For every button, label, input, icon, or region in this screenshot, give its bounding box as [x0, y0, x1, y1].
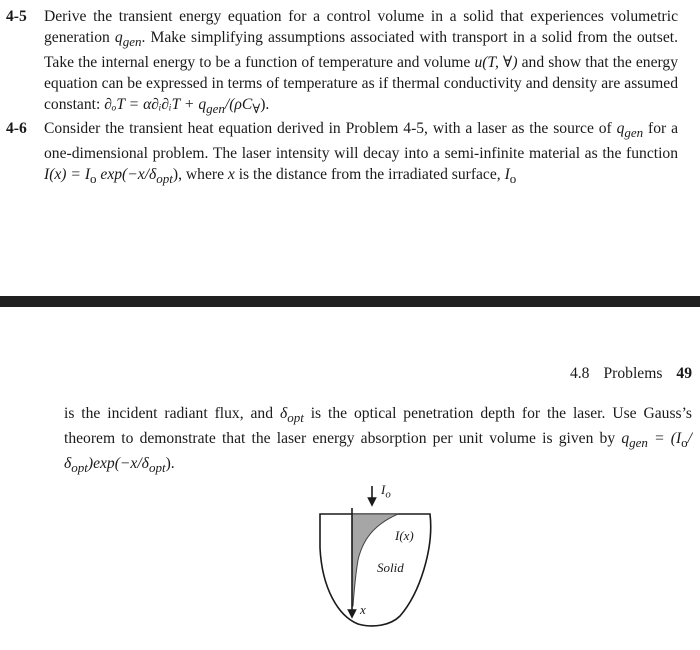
text-segment: is the optical penetration depth for the laser. Use Gauss’s theorem to demonstrate that the laser energy absorption per unit volume is given by: [64, 405, 692, 448]
page-number: 49: [676, 365, 692, 382]
qgen-symbol: q: [114, 29, 123, 46]
intensity-label: I(x): [395, 528, 414, 543]
qgen-symbol: q: [616, 120, 625, 137]
solid-figure: [300, 478, 460, 638]
qgen-subscript: gen: [122, 34, 142, 50]
energy-equation: ∂ₒT = α∂ᵢ∂ᵢT + $q_{gen}/(\rho C_\forall)$.: [104, 96, 270, 117]
incident-flux-symbol: I: [504, 166, 510, 184]
text-segment: Consider the transient heat equation derived in Problem 4-5, with a laser as the source of: [44, 120, 617, 137]
intensity-function: $I(x) = I_o$ $\exp(-x/\delta_{opt})$: [44, 166, 179, 187]
text-segment: is the distance from the irradiated surface,: [234, 166, 505, 184]
problem-text: Consider the transient heat equation derived in Problem 4-5, with a laser as the source of $q_{gen}$ for a one-dimensional problem. The laser intensity will decay into a semi-infinite material as the function $I(x) = I_o$ $\exp(-x/\delta_{opt})$, where x is the distance from the irradiated surface, $I_o$: [44, 120, 678, 187]
section-title: Problems: [603, 365, 663, 382]
problem-number: 4-5: [6, 8, 27, 25]
x-axis-label: x: [360, 602, 366, 617]
text-segment: and show that the energy equation can be expressed in terms of temperature as if thermal conductivity and density are assumed constant:: [44, 54, 679, 114]
text-segment: for a one-dimensional problem. The laser intensity will decay into a semi-infinite material as the function: [44, 120, 678, 163]
text-segment: . Make simplifying assumptions associated with transport in a solid from the outset. Take the internal energy to be a function of temperature and volume: [44, 29, 678, 72]
continuation-text: [64, 403, 692, 478]
section-number: 4.8: [569, 365, 590, 382]
delta-subscript: opt: [287, 410, 304, 426]
delta-symbol: δ: [279, 405, 288, 422]
problem-4-6: [6, 118, 678, 189]
internal-energy-function: u(T, ∀): [474, 54, 518, 72]
running-header: [570, 365, 692, 383]
solid-label: Solid: [377, 560, 404, 575]
problem-4-5: [6, 6, 678, 119]
x-variable: x: [227, 166, 235, 184]
solid-diagram: [300, 478, 460, 638]
qgen-subscript: gen: [624, 125, 644, 141]
problem-number: 4-6: [6, 120, 27, 137]
text-segment: is the incident radiant flux, and: [64, 405, 280, 422]
text-segment: Derive the transient energy equation for a control volume in a solid that experiences volumetric generation: [44, 8, 678, 46]
page-divider: [0, 296, 700, 307]
text-segment: , where: [178, 166, 228, 184]
incident-flux-label: $I_o$: [381, 482, 391, 501]
absorption-equation: $q_{gen} = (I_o/\delta_{opt})\exp(-x/\delta_{opt})$.: [64, 430, 692, 476]
solid-outline: [320, 514, 431, 626]
problem-text: [44, 6, 678, 119]
